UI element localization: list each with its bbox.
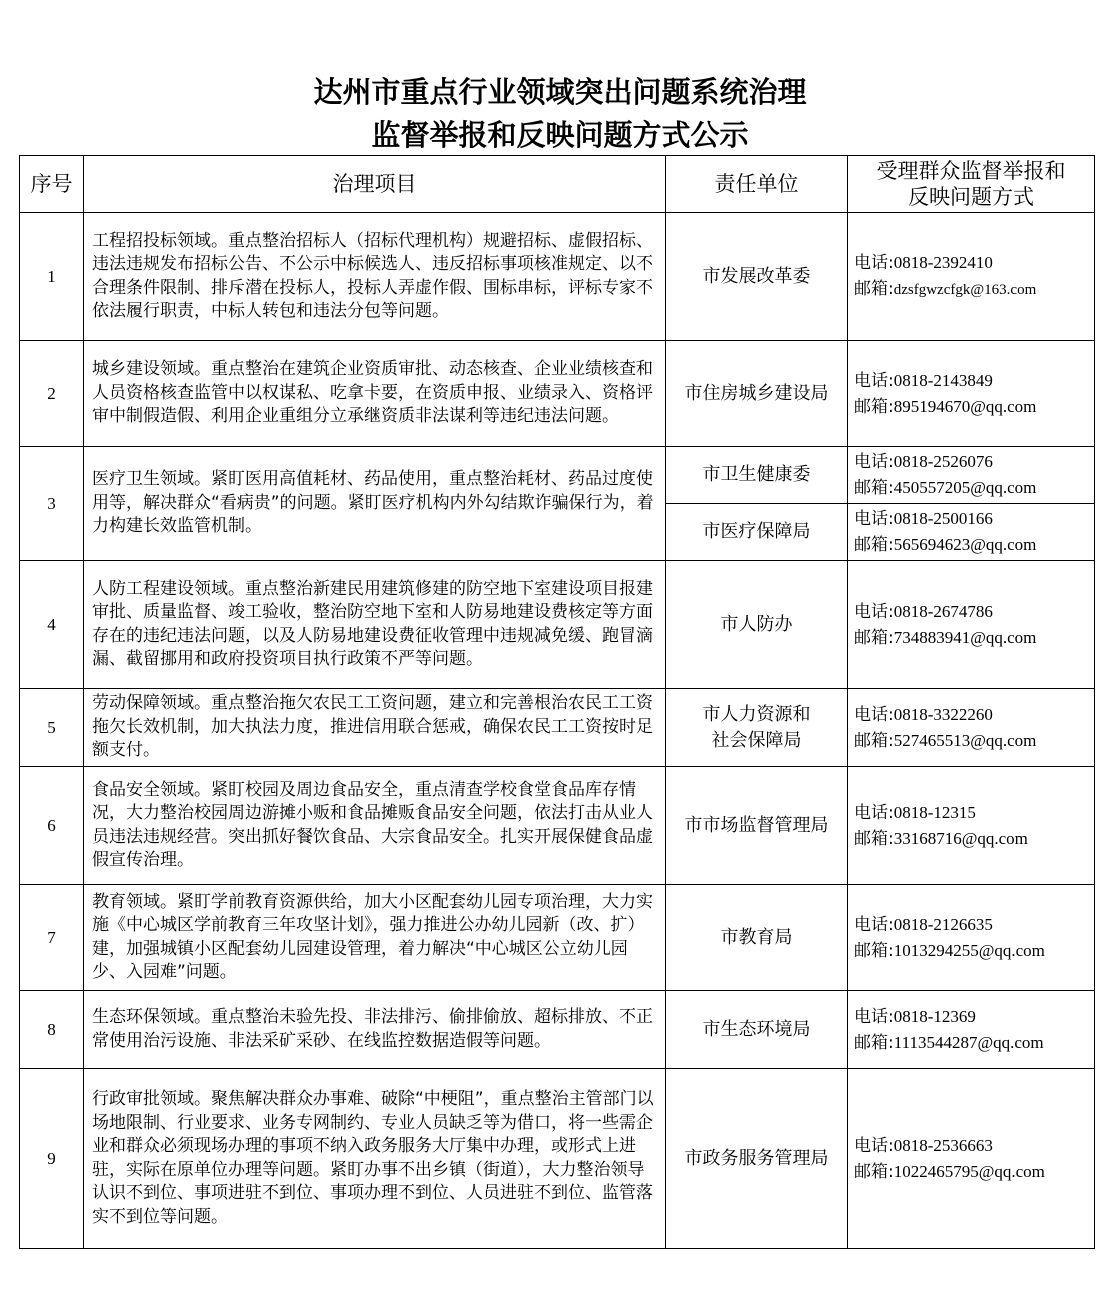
responsible-unit: 市政务服务管理局 bbox=[666, 1069, 848, 1249]
phone-label: 电话: bbox=[854, 1135, 894, 1156]
email-address: 1013294255@qq.com bbox=[893, 940, 1045, 960]
email-address: 734883941@qq.com bbox=[893, 627, 1037, 647]
table-row bbox=[20, 341, 1095, 447]
email-address: dzsfgwzcfgk@163.com bbox=[893, 282, 1037, 298]
phone-number: 0818-12315 bbox=[893, 802, 976, 822]
table-row bbox=[20, 1069, 1095, 1249]
table-row bbox=[20, 767, 1095, 885]
phone-label: 电话: bbox=[854, 509, 894, 529]
governance-item: 城乡建设领域。重点整治在建筑企业资质审批、动态核查、企业业绩核查和人员资格核查监管中以权谋私、吃拿卡要，在资质申报、业绩录入、资格评审中制假造假、利用企业重组分立承继资质非法谋利等违纪违法问题。 bbox=[84, 341, 666, 447]
contact-info bbox=[848, 885, 1095, 991]
row-number: 1 bbox=[20, 213, 84, 341]
governance-item: 人防工程建设领域。重点整治新建民用建筑修建的防空地下室建设项目报建审批、质量监督、竣工验收，整治防空地下室和人防易地建设费核定等方面存在的违纪违法问题，以及人防易地建设费征收管理中违规减免缓、跑冒滴漏、截留挪用和政府投资项目执行政策不严等问题。 bbox=[84, 561, 666, 689]
email-address: 1113544287@qq.com bbox=[893, 1032, 1044, 1052]
header-contact bbox=[848, 156, 1095, 213]
contact-info bbox=[848, 991, 1095, 1069]
contact-info bbox=[848, 213, 1095, 341]
row-number: 8 bbox=[20, 991, 84, 1069]
responsible-unit: 市教育局 bbox=[666, 885, 848, 991]
phone-number: 0818-3322260 bbox=[893, 704, 993, 724]
contact-info bbox=[848, 341, 1095, 447]
email-label: 邮箱: bbox=[854, 627, 894, 648]
header-contact-line1: 受理群众监督举报和 bbox=[876, 159, 1066, 183]
governance-item: 劳动保障领域。重点整治拖欠农民工工资问题，建立和完善根治农民工工资拖欠长效机制，加大执法力度，推进信用联合惩戒，确保农民工工资按时足额支付。 bbox=[84, 689, 666, 767]
document-title-line2: 监督举报和反映问题方式公示 bbox=[371, 118, 749, 152]
email-address: 895194670@qq.com bbox=[893, 396, 1037, 416]
row-number: 9 bbox=[20, 1069, 84, 1249]
governance-item: 医疗卫生领域。紧盯医用高值耗材、药品使用，重点整治耗材、药品过度使用等，解决群众“看病贵”的问题。紧盯医疗机构内外勾结欺诈骗保行为，着力构建长效监管机制。 bbox=[84, 447, 666, 561]
governance-item: 行政审批领域。聚焦解决群众办事难、破除“中梗阻”，重点整治主管部门以场地限制、行业要求、业务专网制约、专业人员缺乏等为借口，将一些需企业和群众必须现场办理的事项不纳入政务服务大厅集中办理，或形式上进驻，实际在原单位办理等问题。紧盯办事不出乡镇（街道），大力整治领导认识不到位、事项进驻不到位、事项办理不到位、人员进驻不到位、监管落实不到位等问题。 bbox=[84, 1069, 666, 1249]
email-address: 450557205@qq.com bbox=[893, 478, 1037, 497]
responsible-unit-line2: 社会保障局 bbox=[711, 729, 802, 751]
phone-number: 0818-2126635 bbox=[893, 914, 993, 934]
phone-number: 0818-2536663 bbox=[893, 1135, 993, 1155]
email-label: 邮箱: bbox=[854, 1161, 894, 1182]
email-label: 邮箱: bbox=[854, 279, 894, 299]
table-row bbox=[20, 885, 1095, 991]
contact-info bbox=[848, 504, 1095, 561]
phone-label: 电话: bbox=[854, 601, 894, 622]
email-label: 邮箱: bbox=[854, 478, 894, 498]
responsible-unit: 市生态环境局 bbox=[666, 991, 848, 1069]
header-contact-line2: 反映问题方式 bbox=[908, 185, 1034, 209]
header-unit: 责任单位 bbox=[666, 156, 848, 213]
email-label: 邮箱: bbox=[854, 1032, 894, 1053]
responsible-unit: 市发展改革委 bbox=[666, 213, 848, 341]
responsible-unit-line1: 市人力资源和 bbox=[702, 703, 811, 725]
row-number: 7 bbox=[20, 885, 84, 991]
email-address: 1022465795@qq.com bbox=[893, 1161, 1045, 1181]
header-item: 治理项目 bbox=[84, 156, 666, 213]
document-title-line1: 达州市重点行业领域突出问题系统治理 bbox=[313, 75, 807, 109]
table-row bbox=[20, 447, 1095, 504]
table-row bbox=[20, 561, 1095, 689]
governance-item: 生态环保领域。重点整治未验先投、非法排污、偷排偷放、超标排放、不正常使用治污设施、非法采矿采砂、在线监控数据造假等问题。 bbox=[84, 991, 666, 1069]
governance-item: 工程招投标领域。重点整治招标人（招标代理机构）规避招标、虚假招标、违法违规发布招标公告、不公示中标候选人、违反招标事项核准规定、以不合理条件限制、排斥潜在投标人，投标人弄虚作假、围标串标，评标专家不依法履行职责，中标人转包和违法分包等问题。 bbox=[84, 213, 666, 341]
email-label: 邮箱: bbox=[854, 940, 894, 961]
email-label: 邮箱: bbox=[854, 535, 894, 555]
email-label: 邮箱: bbox=[854, 396, 894, 417]
responsible-unit: 市人防办 bbox=[666, 561, 848, 689]
table-row bbox=[20, 991, 1095, 1069]
contact-info bbox=[848, 1069, 1095, 1249]
phone-number: 0818-2143849 bbox=[893, 370, 993, 390]
governance-table bbox=[19, 155, 1095, 1249]
contact-info bbox=[848, 689, 1095, 767]
contact-info bbox=[848, 561, 1095, 689]
row-number: 4 bbox=[20, 561, 84, 689]
phone-label: 电话: bbox=[854, 704, 894, 725]
email-address: 565694623@qq.com bbox=[893, 535, 1037, 554]
governance-item: 教育领域。紧盯学前教育资源供给，加大小区配套幼儿园专项治理，大力实施《中心城区学前教育三年攻坚计划》，强力推进公办幼儿园新（改、扩）建，加强城镇小区配套幼儿园建设管理，着力解决“中心城区公立幼儿园少、入园难”问题。 bbox=[84, 885, 666, 991]
contact-info bbox=[848, 767, 1095, 885]
contact-info bbox=[848, 447, 1095, 504]
email-label: 邮箱: bbox=[854, 828, 894, 849]
phone-number: 0818-12369 bbox=[893, 1006, 976, 1026]
responsible-unit: 市医疗保障局 bbox=[666, 504, 848, 561]
email-label: 邮箱: bbox=[854, 730, 894, 751]
table-row bbox=[20, 213, 1095, 341]
phone-number: 0818-2674786 bbox=[893, 601, 993, 621]
email-address: 527465513@qq.com bbox=[893, 730, 1037, 750]
row-number: 3 bbox=[20, 447, 84, 561]
table-row bbox=[20, 689, 1095, 767]
governance-item: 食品安全领域。紧盯校园及周边食品安全，重点清查学校食堂食品库存情况，大力整治校园周边游摊小贩和食品摊贩食品安全问题，依法打击从业人员违法违规经营。突出抓好餐饮食品、大宗食品安全。扎实开展保健食品虚假宣传治理。 bbox=[84, 767, 666, 885]
phone-label: 电话: bbox=[854, 1006, 894, 1027]
email-address: 33168716@qq.com bbox=[893, 828, 1028, 848]
row-number: 2 bbox=[20, 341, 84, 447]
row-number: 6 bbox=[20, 767, 84, 885]
responsible-unit bbox=[666, 689, 848, 767]
responsible-unit: 市市场监督管理局 bbox=[666, 767, 848, 885]
header-num: 序号 bbox=[20, 156, 84, 213]
phone-number: 0818-2526076 bbox=[893, 452, 993, 471]
phone-label: 电话: bbox=[854, 370, 894, 391]
row-number: 5 bbox=[20, 689, 84, 767]
responsible-unit: 市住房城乡建设局 bbox=[666, 341, 848, 447]
phone-label: 电话: bbox=[854, 253, 894, 273]
phone-label: 电话: bbox=[854, 452, 894, 472]
phone-label: 电话: bbox=[854, 914, 894, 935]
phone-number: 0818-2392410 bbox=[893, 253, 993, 272]
phone-label: 电话: bbox=[854, 802, 894, 823]
phone-number: 0818-2500166 bbox=[893, 509, 993, 528]
responsible-unit: 市卫生健康委 bbox=[666, 447, 848, 504]
